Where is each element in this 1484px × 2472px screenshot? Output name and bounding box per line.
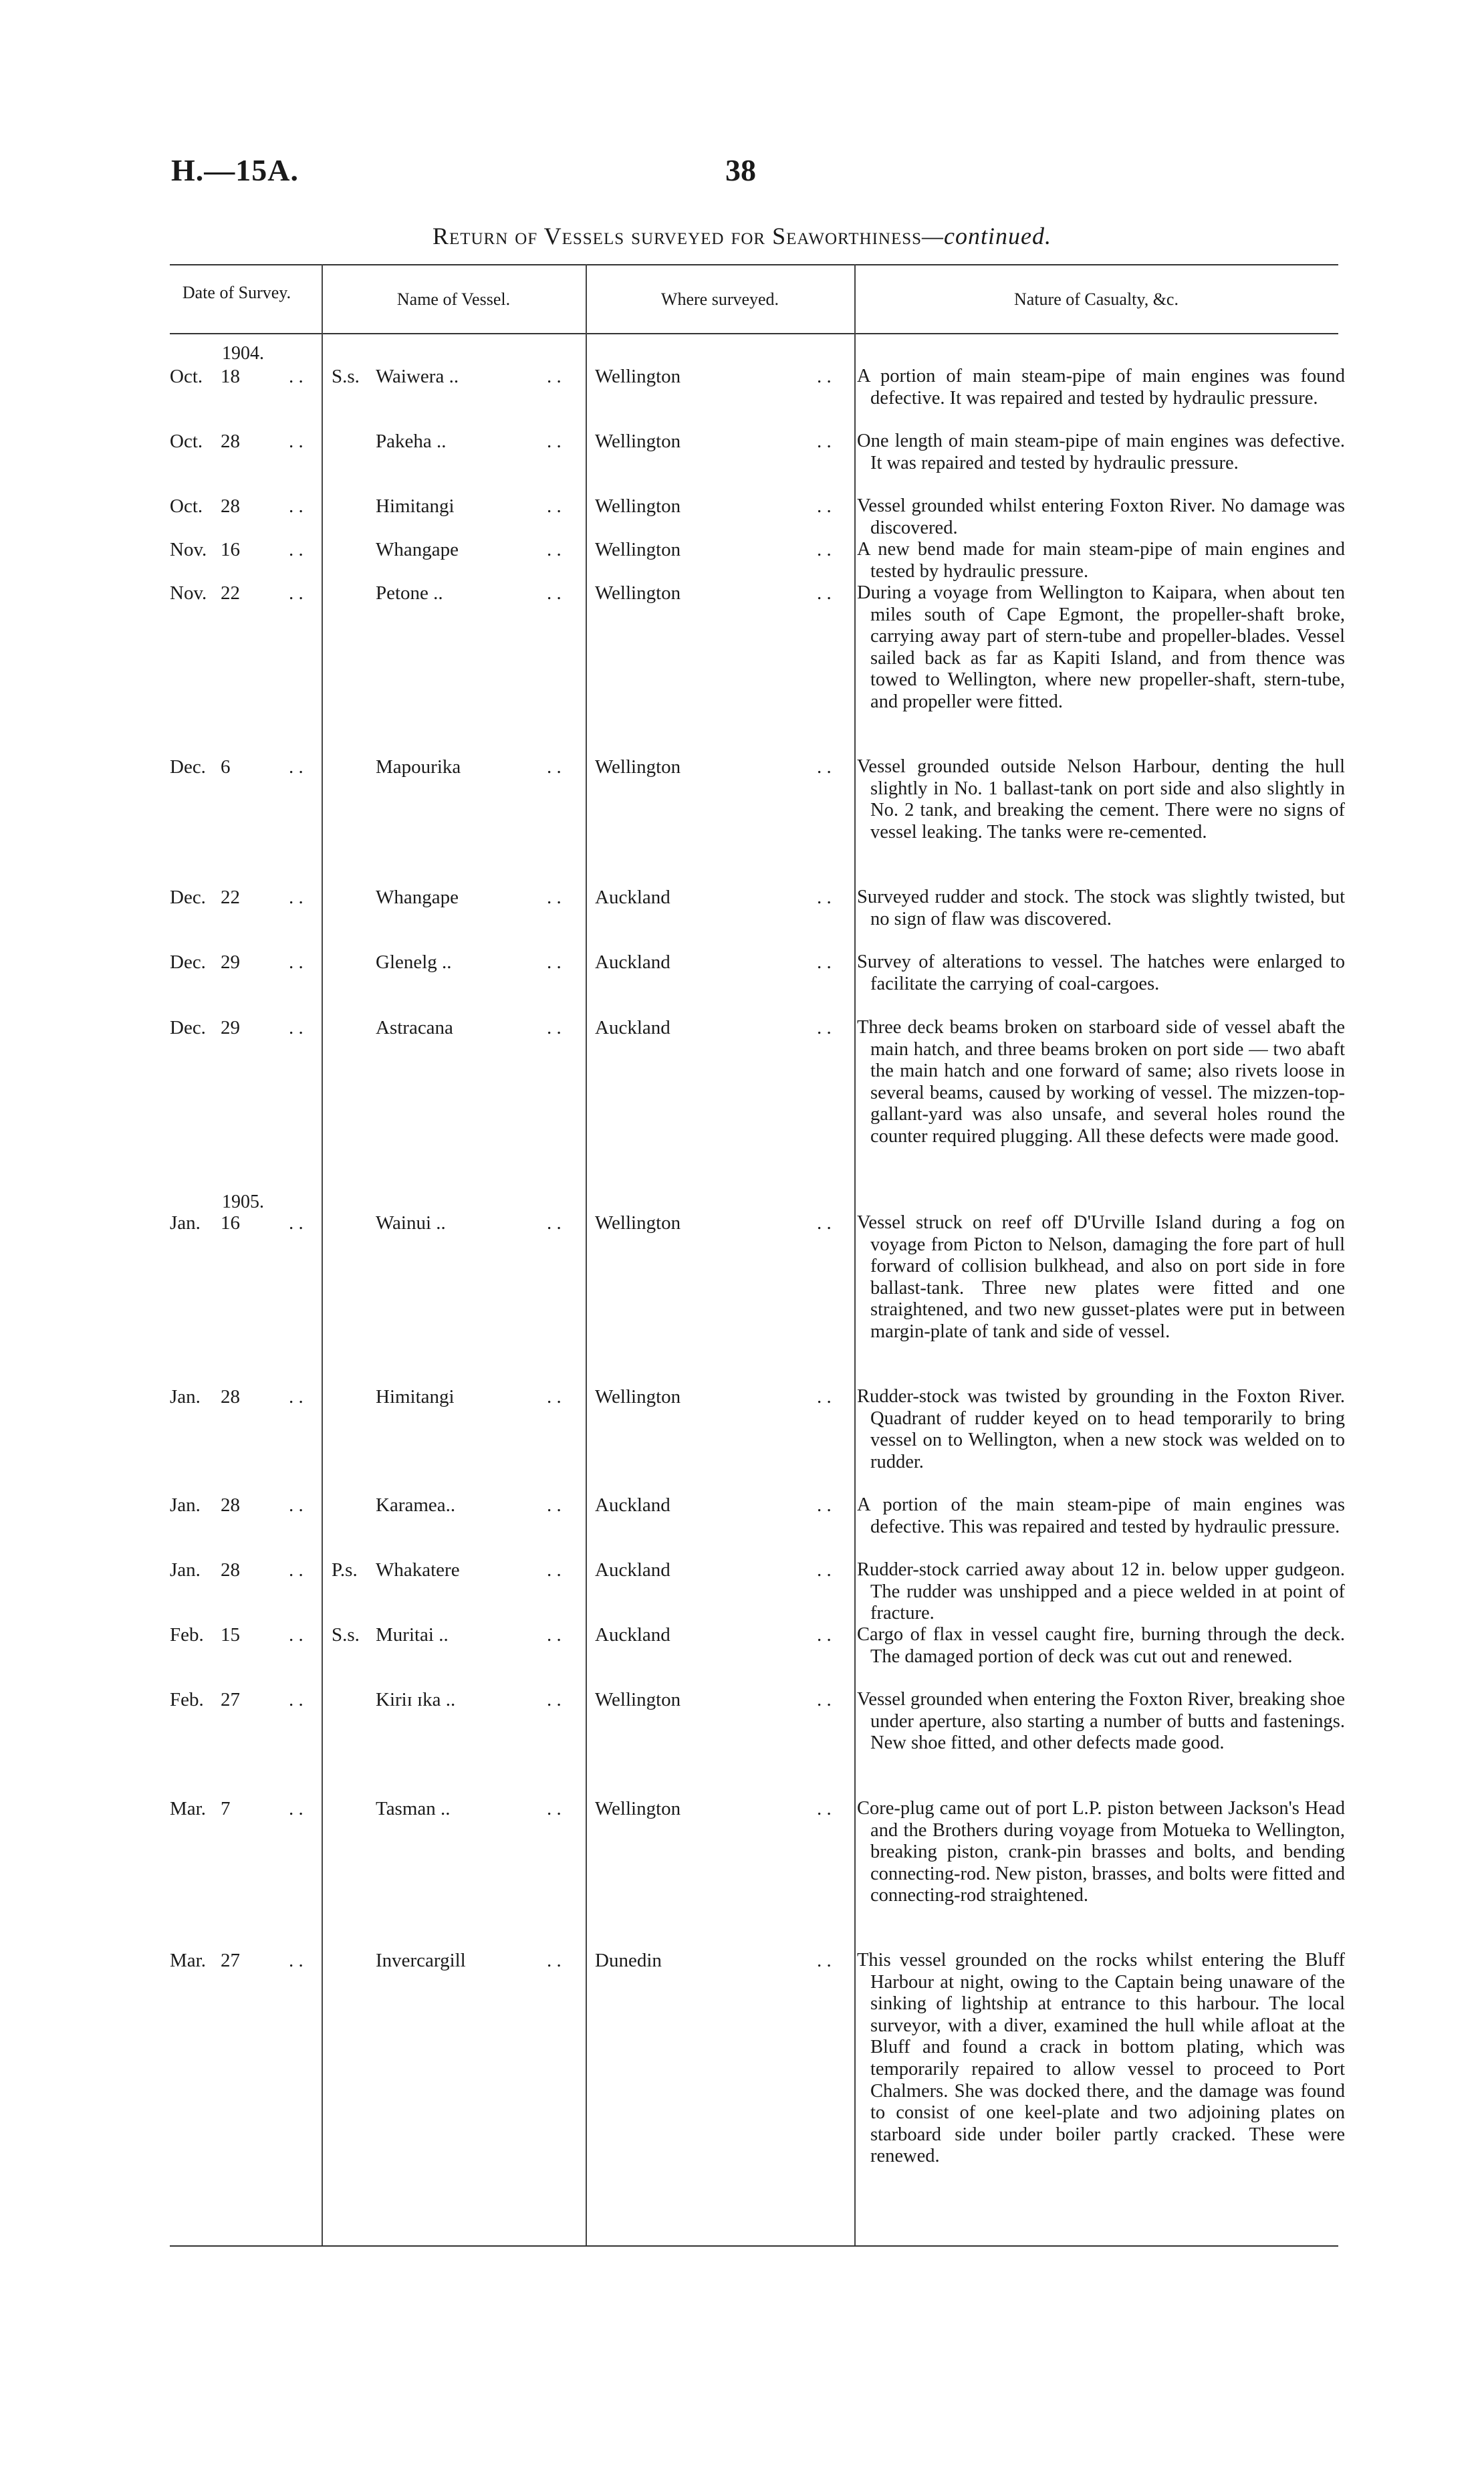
leader-dots: . . [289, 1798, 303, 1819]
row-day: 22 [221, 582, 240, 604]
leader-dots: . . [547, 1212, 562, 1234]
row-month: Oct. [170, 495, 203, 517]
row-month: Mar. [170, 1950, 206, 1971]
row-vessel-name: Karamea.. [376, 1494, 456, 1516]
year-label: 1904. [222, 343, 264, 364]
leader-dots: . . [817, 539, 832, 560]
row-month: Dec. [170, 1017, 206, 1038]
row-casualty-description: Core-plug came out of port L.P. piston between Jackson's Head and the Brothers during voyage from Motueka to Wellington, breaking piston, crank-pin brasses and bolts, and bending connecting-rod. New piston, brasses, and bolts were fitted and connecting-rod straightened. [857, 1798, 1345, 1906]
row-vessel-name: Himitangi [376, 1386, 455, 1408]
row-survey-place: Auckland [595, 1559, 670, 1581]
leader-dots: . . [289, 756, 303, 778]
row-month: Jan. [170, 1212, 201, 1234]
row-casualty-description: Rudder-stock was twisted by grounding in the Foxton River. Quadrant of rudder keyed on to head temporarily to bring vessel on to Wellington, when a new stock was welded on to rudder. [857, 1386, 1345, 1472]
leader-dots: . . [547, 582, 562, 604]
row-vessel-name: Waiwera .. [376, 366, 459, 387]
row-vessel-name: Himitangi [376, 495, 455, 517]
row-casualty-description: Vessel grounded whilst entering Foxton River. No damage was discovered. [857, 495, 1345, 538]
table-title [0, 222, 1484, 250]
leader-dots: . . [817, 887, 832, 908]
leader-dots: . . [547, 1494, 562, 1516]
row-vessel-name: Petone .. [376, 582, 443, 604]
leader-dots: . . [547, 951, 562, 973]
leader-dots: . . [289, 582, 303, 604]
leader-dots: . . [547, 1950, 562, 1971]
row-vessel-prefix: S.s. [332, 1624, 360, 1646]
row-day: 16 [221, 1212, 240, 1234]
row-survey-place: Wellington [595, 431, 681, 452]
leader-dots: . . [547, 431, 562, 452]
row-day: 28 [221, 1386, 240, 1408]
leader-dots: . . [547, 756, 562, 778]
row-day: 28 [221, 1559, 240, 1581]
column-header-date: Date of Survey. [182, 283, 291, 302]
row-day: 28 [221, 495, 240, 517]
table-bottom-rule [170, 2245, 1338, 2247]
row-survey-place: Wellington [595, 495, 681, 517]
year-label: 1905. [222, 1192, 264, 1212]
leader-dots: . . [289, 1386, 303, 1408]
leader-dots: . . [817, 1950, 832, 1971]
leader-dots: . . [289, 1494, 303, 1516]
leader-dots: . . [817, 1494, 832, 1516]
row-casualty-description: Rudder-stock carried away about 12 in. below upper gudgeon. The rudder was unshipped and a piece welded in at point of fracture. [857, 1559, 1345, 1624]
leader-dots: . . [547, 1798, 562, 1819]
row-day: 27 [221, 1689, 240, 1710]
leader-dots: . . [289, 539, 303, 560]
row-survey-place: Wellington [595, 1386, 681, 1408]
leader-dots: . . [289, 1559, 303, 1581]
row-casualty-description: Vessel grounded when entering the Foxton River, breaking shoe under aperture, also starting a number of butts and fastenings. New shoe fitted, and other defects made good. [857, 1689, 1345, 1754]
row-vessel-name: Pakeha .. [376, 431, 447, 452]
row-vessel-name: Wainui .. [376, 1212, 446, 1234]
row-survey-place: Wellington [595, 1798, 681, 1819]
leader-dots: . . [547, 887, 562, 908]
leader-dots: . . [817, 1689, 832, 1710]
row-month: Jan. [170, 1494, 201, 1516]
leader-dots: . . [817, 366, 832, 387]
row-month: Dec. [170, 951, 206, 973]
leader-dots: . . [547, 1386, 562, 1408]
row-vessel-prefix: S.s. [332, 366, 360, 387]
leader-dots: . . [289, 366, 303, 387]
document-reference: H.—15A. [171, 153, 299, 187]
row-month: Jan. [170, 1559, 201, 1581]
leader-dots: . . [547, 1689, 562, 1710]
row-vessel-name: Tasman .. [376, 1798, 451, 1819]
row-vessel-name: Mapourika [376, 756, 461, 778]
row-survey-place: Auckland [595, 1494, 670, 1516]
row-month: Oct. [170, 366, 203, 387]
leader-dots: . . [547, 1624, 562, 1646]
leader-dots: . . [817, 1212, 832, 1234]
row-casualty-description: During a voyage from Wellington to Kaipara, when about ten miles south of Cape Egmont, the propeller-shaft broke, carrying away part of stern-tube and propeller-blades. Vessel sailed back as far as Kapiti Island, and from thence was towed to Wellington, where new propeller-shaft, stern-tube, and propeller were fitted. [857, 582, 1345, 712]
leader-dots: . . [817, 1798, 832, 1819]
leader-dots: . . [817, 1386, 832, 1408]
row-day: 18 [221, 366, 240, 387]
row-casualty-description: Three deck beams broken on starboard side of vessel abaft the main hatch, and three beams broken on port side — two abaft the main hatch and one forward of same; also rivets loose in several beams, caused by working of vessel. The mizzen-top-gallant-yard was also unsafe, and several holes round the counter required plugging. All these defects were made good. [857, 1017, 1345, 1147]
leader-dots: . . [817, 756, 832, 778]
leader-dots: . . [547, 539, 562, 560]
row-vessel-name: Whangape [376, 539, 459, 560]
row-vessel-name: Astracana [376, 1017, 453, 1038]
row-vessel-name: Invercargill [376, 1950, 466, 1971]
row-day: 7 [221, 1798, 231, 1819]
leader-dots: . . [817, 495, 832, 517]
column-header-vessel: Name of Vessel. [396, 290, 511, 309]
row-casualty-description: A new bend made for main steam-pipe of main engines and tested by hydraulic pressure. [857, 539, 1345, 582]
row-month: Dec. [170, 887, 206, 908]
row-survey-place: Auckland [595, 887, 670, 908]
leader-dots: . . [289, 495, 303, 517]
row-casualty-description: This vessel grounded on the rocks whilst entering the Bluff Harbour at night, owing to the Captain being unaware of the sinking of lightship at entrance to this harbour. The local surveyor, with a diver, examined the hull while afloat at the Bluff and found a crack in bottom plating, which was temporarily repaired to allow vessel to proceed to Port Chalmers. She was docked there, and the damage was found to consist of one keel-plate and two adjoining plates on starboard side under boiler partly cracked. These were renewed. [857, 1950, 1345, 2167]
leader-dots: . . [817, 951, 832, 973]
row-survey-place: Wellington [595, 1212, 681, 1234]
row-survey-place: Auckland [595, 951, 670, 973]
row-survey-place: Auckland [595, 1017, 670, 1038]
row-vessel-name: Kiriɪ ɪka .. [376, 1689, 456, 1710]
leader-dots: . . [289, 1689, 303, 1710]
leader-dots: . . [289, 1624, 303, 1646]
row-casualty-description: Vessel struck on reef off D'Urville Island during a fog on voyage from Picton to Nelson, damaging the fore part of hull forward of collision bulkhead, and also on port side in fore ballast-tank. Three new plates were fitted and one straightened, and two new gusset-plates were put in between margin-plate of tank and side of vessel. [857, 1212, 1345, 1342]
row-month: Feb. [170, 1624, 204, 1646]
column-divider [854, 264, 856, 2247]
column-divider [586, 264, 587, 2247]
row-month: Nov. [170, 582, 207, 604]
leader-dots: . . [817, 582, 832, 604]
leader-dots: . . [289, 431, 303, 452]
row-day: 22 [221, 887, 240, 908]
row-day: 15 [221, 1624, 240, 1646]
row-casualty-description: One length of main steam-pipe of main engines was defective. It was repaired and tested by hydraulic pressure. [857, 431, 1345, 473]
row-month: Feb. [170, 1689, 204, 1710]
table-top-rule [170, 264, 1338, 265]
leader-dots: . . [289, 951, 303, 973]
leader-dots: . . [289, 1950, 303, 1971]
row-day: 27 [221, 1950, 240, 1971]
row-month: Nov. [170, 539, 207, 560]
leader-dots: . . [547, 1559, 562, 1581]
leader-dots: . . [289, 1017, 303, 1038]
vessel-survey-table [170, 264, 1345, 2247]
row-survey-place: Wellington [595, 582, 681, 604]
leader-dots: . . [547, 1017, 562, 1038]
leader-dots: . . [817, 431, 832, 452]
header-rule [170, 333, 1338, 334]
row-vessel-name: Glenelg .. [376, 951, 452, 973]
row-casualty-description: Cargo of flax in vessel caught fire, burning through the deck. The damaged portion of deck was cut out and renewed. [857, 1624, 1345, 1667]
row-survey-place: Auckland [595, 1624, 670, 1646]
row-vessel-name: Whakatere [376, 1559, 460, 1581]
row-survey-place: Wellington [595, 1689, 681, 1710]
row-vessel-name: Whangape [376, 887, 459, 908]
row-survey-place: Dunedin [595, 1950, 662, 1971]
row-casualty-description: Vessel grounded outside Nelson Harbour, denting the hull slightly in No. 1 ballast-tank on port side and also slightly in No. 2 tank, and breaking the cement. There were no signs of vessel leaking. The tanks were re-cemented. [857, 756, 1345, 842]
row-survey-place: Wellington [595, 366, 681, 387]
row-vessel-prefix: P.s. [332, 1559, 358, 1581]
row-casualty-description: Surveyed rudder and stock. The stock was slightly twisted, but no sign of flaw was discovered. [857, 887, 1345, 929]
leader-dots: . . [817, 1559, 832, 1581]
column-divider [322, 264, 323, 2247]
row-month: Jan. [170, 1386, 201, 1408]
leader-dots: . . [817, 1624, 832, 1646]
page-number: 38 [725, 153, 756, 187]
row-day: 29 [221, 951, 240, 973]
table-title-continued: —continued. [922, 223, 1052, 249]
row-day: 29 [221, 1017, 240, 1038]
row-day: 28 [221, 431, 240, 452]
row-survey-place: Wellington [595, 539, 681, 560]
row-casualty-description: A portion of main steam-pipe of main engines was found defective. It was repaired and tested by hydraulic pressure. [857, 366, 1345, 409]
leader-dots: . . [817, 1017, 832, 1038]
leader-dots: . . [547, 366, 562, 387]
leader-dots: . . [547, 495, 562, 517]
row-casualty-description: A portion of the main steam-pipe of main engines was defective. This was repaired and tested by hydraulic pressure. [857, 1494, 1345, 1537]
row-day: 6 [221, 756, 231, 778]
column-header-where: Where surveyed. [660, 290, 779, 309]
table-title-main: Return of Vessels surveyed for Seaworthiness [432, 223, 922, 249]
row-vessel-name: Muritai .. [376, 1624, 449, 1646]
row-casualty-description: Survey of alterations to vessel. The hatches were enlarged to facilitate the carrying of coal-cargoes. [857, 951, 1345, 994]
row-day: 16 [221, 539, 240, 560]
leader-dots: . . [289, 1212, 303, 1234]
leader-dots: . . [289, 887, 303, 908]
row-month: Dec. [170, 756, 206, 778]
row-month: Mar. [170, 1798, 206, 1819]
row-month: Oct. [170, 431, 203, 452]
row-survey-place: Wellington [595, 756, 681, 778]
row-day: 28 [221, 1494, 240, 1516]
column-header-nature: Nature of Casualty, &c. [1014, 290, 1179, 309]
